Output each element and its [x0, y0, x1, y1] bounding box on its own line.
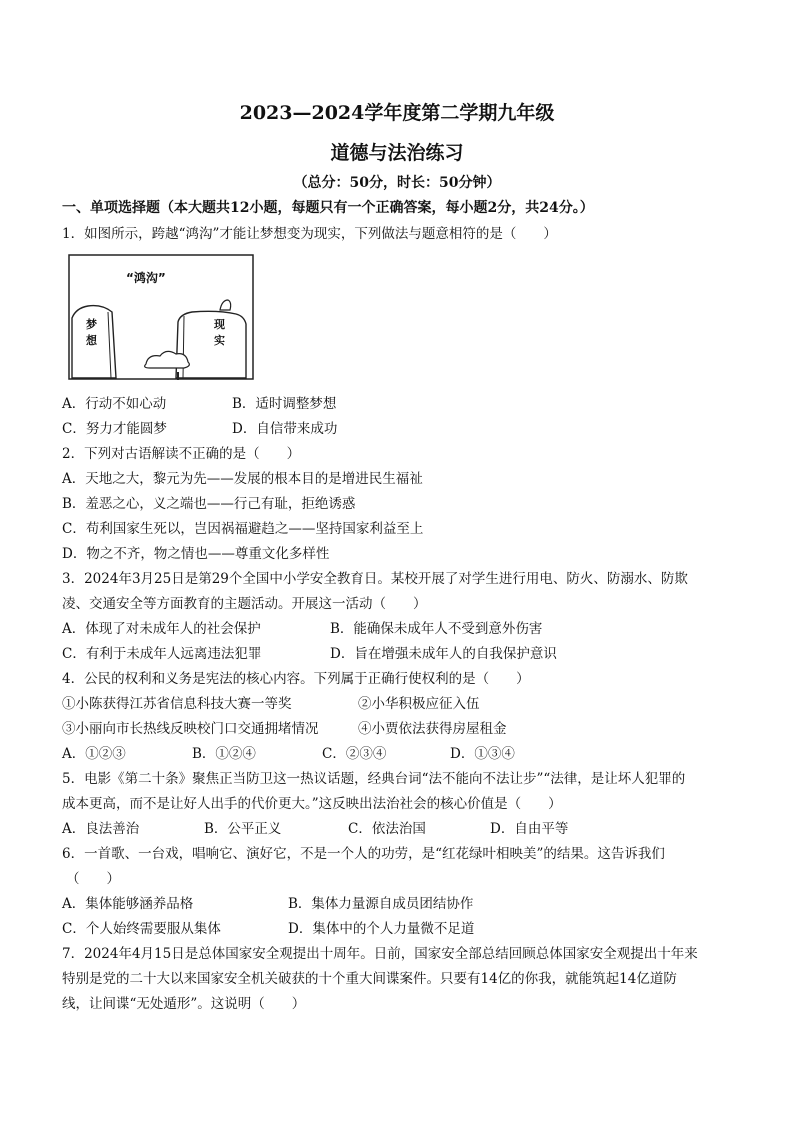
q4-item-2: ②小华积极应征入伍: [358, 696, 480, 712]
q1-option-a[interactable]: A．行动不如心动: [62, 396, 167, 412]
exam-info: （总分：50分，时长：50分钟）: [293, 175, 501, 191]
question-3-stem-line2: 凌、交通安全等方面教育的主题活动。开展这一活动（ ）: [62, 596, 427, 612]
q6-option-c[interactable]: C．个人始终需要服从集体: [62, 921, 221, 937]
question-6-stem-line2: （ ）: [66, 871, 120, 887]
q5-option-b[interactable]: B．公平正义: [204, 821, 282, 837]
q5-option-c[interactable]: C．依法治国: [348, 821, 426, 837]
q4-option-a[interactable]: A．①②③: [62, 746, 126, 762]
q3-option-d[interactable]: D．旨在增强未成年人的自我保护意识: [330, 646, 557, 662]
question-6-stem-line1: 6．一首歌、一台戏，唱响它、演好它，不是一个人的功劳，是“红花绿叶相映美”的结果。这告诉我们: [62, 846, 665, 862]
q4-option-c[interactable]: C．②③④: [322, 746, 387, 762]
q4-item-4: ④小贾依法获得房屋租金: [358, 721, 507, 737]
q3-option-b[interactable]: B．能确保未成年人不受到意外伤害: [330, 621, 543, 637]
q2-option-d[interactable]: D．物之不齐，物之情也——尊重文化多样性: [62, 546, 330, 562]
q4-option-b[interactable]: B．①②④: [192, 746, 256, 762]
question-5-stem-line1: 5．电影《第二十条》聚焦正当防卫这一热议话题，经典台词“法不能向不法让步”“法律，是让坏人犯罪的: [62, 771, 686, 787]
question-7-stem-line3: 线，让间谍“无处遁形”。这说明（ ）: [62, 996, 306, 1012]
q4-item-1: ①小陈获得江苏省信息科技大赛一等奖: [62, 696, 292, 712]
q2-option-a[interactable]: A．天地之大，黎元为先——发展的根本目的是增进民生福祉: [62, 471, 423, 487]
q4-option-d[interactable]: D．①③④: [450, 746, 515, 762]
reality-label: 现实: [214, 318, 225, 347]
question-1-stem: 1．如图所示，跨越“鸿沟”才能让梦想变为现实，下列做法与题意相符的是（ ）: [62, 226, 557, 242]
question-5-stem-line2: 成本更高，而不是让好人出手的代价更大。”这反映出法治社会的核心价值是（ ）: [62, 796, 562, 812]
q5-option-a[interactable]: A．良法善治: [62, 821, 140, 837]
q3-option-a[interactable]: A．体现了对未成年人的社会保护: [62, 621, 261, 637]
question-4-stem: 4．公民的权利和义务是宪法的核心内容。下列属于正确行使权利的是（ ）: [62, 671, 530, 687]
q2-option-c[interactable]: C．苟利国家生死以，岂因祸福避趋之——坚持国家利益至上: [62, 521, 424, 537]
gap-cartoon-figure: [68, 254, 254, 380]
q6-option-a[interactable]: A．集体能够涵养品格: [62, 896, 194, 912]
exam-subject: 道德与法治练习: [330, 142, 464, 164]
question-3-stem-line1: 3．2024年3月25日是第29个全国中小学安全教育日。某校开展了对学生进行用电、防火、防溺水、防欺: [62, 571, 688, 587]
exam-title: 2023—2024学年度第二学期九年级: [239, 102, 555, 124]
q3-option-c[interactable]: C．有利于未成年人远离违法犯罪: [62, 646, 262, 662]
q1-option-d[interactable]: D．自信带来成功: [232, 421, 338, 437]
gap-label: “鸿沟”: [126, 271, 166, 285]
question-7-stem-line1: 7．2024年4月15日是总体国家安全观提出十周年。日前，国家安全部总结回顾总体国家安全观提出十年来: [62, 946, 698, 962]
q4-item-3: ③小丽向市长热线反映校门口交通拥堵情况: [62, 721, 319, 737]
dream-label: 梦想: [86, 318, 97, 347]
section-heading: 一、单项选择题（本大题共12小题，每题只有一个正确答案，每小题2分，共24分。）: [62, 200, 594, 216]
q1-option-b[interactable]: B．适时调整梦想: [232, 396, 337, 412]
question-7-stem-line2: 特别是党的二十大以来国家安全机关破获的十个重大间谍案件。只要有14亿的你我，就能筑起14亿道防: [62, 971, 677, 987]
q6-option-b[interactable]: B．集体力量源自成员团结协作: [288, 896, 474, 912]
q1-option-c[interactable]: C．努力才能圆梦: [62, 421, 167, 437]
q5-option-d[interactable]: D．自由平等: [490, 821, 569, 837]
q6-option-d[interactable]: D．集体中的个人力量微不足道: [288, 921, 475, 937]
question-2-stem: 2．下列对古语解读不正确的是（ ）: [62, 446, 301, 462]
q2-option-b[interactable]: B．羞恶之心，义之端也——行己有耻，拒绝诱惑: [62, 496, 356, 512]
